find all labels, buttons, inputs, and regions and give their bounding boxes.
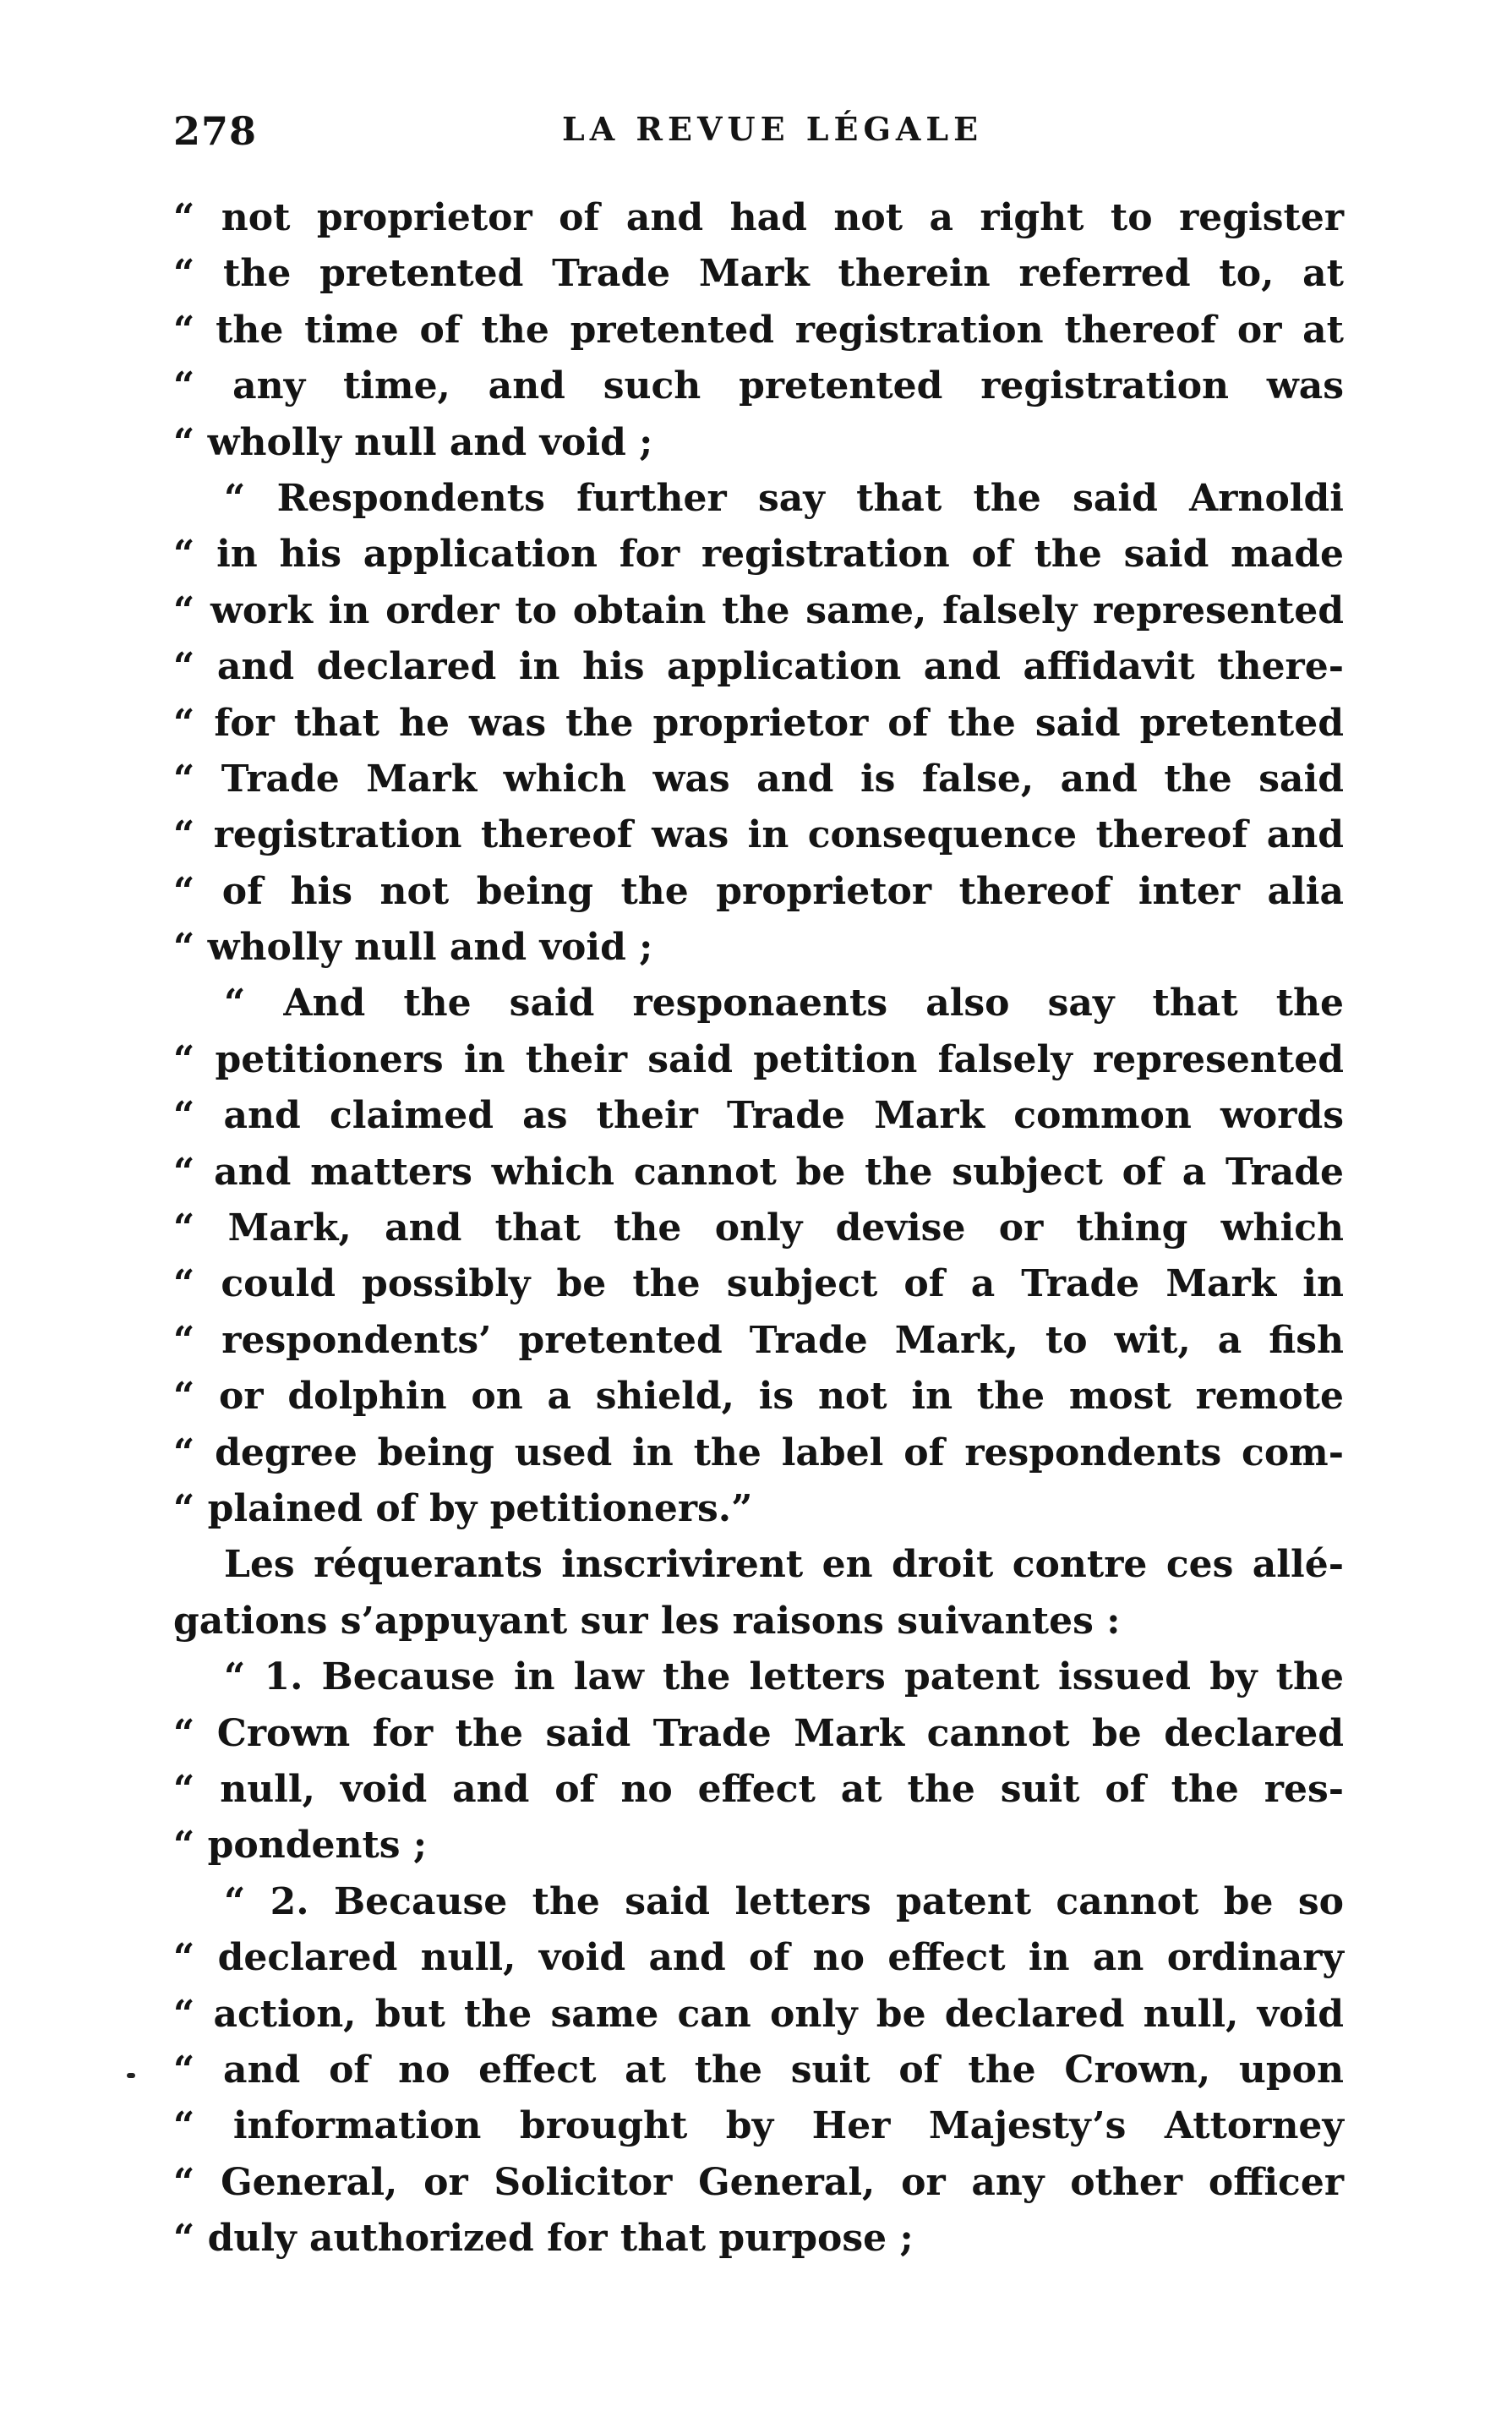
- text-line: “ or dolphin on a shield, is not in the most remote: [173, 1375, 1344, 1419]
- text-line: “ wholly null and void ;: [173, 926, 653, 970]
- text-line: “ And the said responaents also say that the: [224, 982, 1344, 1026]
- page-number: 278: [173, 108, 258, 154]
- text-line: “ action, but the same can only be declared null, void: [173, 1992, 1344, 2036]
- text-line: “ General, or Solicitor General, or any other officer: [173, 2160, 1344, 2204]
- text-line: “ work in order to obtain the same, falsely represented: [173, 588, 1344, 632]
- body-text: [173, 190, 1344, 2267]
- text-line: “ null, void and of no effect at the suit of the res-: [173, 1767, 1344, 1811]
- text-line: “ Respondents further say that the said Arnoldi: [224, 476, 1344, 520]
- text-line: “ duly authorized for that purpose ;: [173, 2217, 914, 2261]
- text-line: Les réquerants inscrivirent en droit contre ces allé-: [224, 1543, 1344, 1587]
- text-line: “ Crown for the said Trade Mark cannot be declared: [173, 1711, 1344, 1755]
- running-title: LA REVUE LÉGALE: [562, 110, 984, 148]
- text-line: “ 1. Because in law the letters patent issued by the: [224, 1655, 1344, 1699]
- text-line: “ pondents ;: [173, 1824, 428, 1868]
- text-line: “ information brought by Her Majesty’s Attorney: [173, 2104, 1344, 2148]
- text-line: “ and matters which cannot be the subject of a Trade: [173, 1150, 1344, 1194]
- text-line: “ of his not being the proprietor thereof inter alia: [173, 869, 1344, 913]
- text-line: “ for that he was the proprietor of the said pretented: [173, 701, 1344, 745]
- text-line: “ could possibly be the subject of a Trade Mark in: [173, 1262, 1344, 1306]
- text-line: gations s’appuyant sur les raisons suivantes :: [173, 1599, 1121, 1643]
- text-line: “ and claimed as their Trade Mark common words: [173, 1094, 1344, 1138]
- text-line: “ not proprietor of and had not a right to register: [173, 196, 1344, 239]
- text-line: “ respondents’ pretented Trade Mark, to wit, a fish: [173, 1318, 1344, 1362]
- text-line: “ Mark, and that the only devise or thing which: [173, 1206, 1344, 1250]
- text-line: “ Trade Mark which was and is false, and the said: [173, 757, 1344, 801]
- text-line: “ the time of the pretented registration thereof or at: [173, 308, 1344, 352]
- text-line: “ plained of by petitioners.”: [173, 1486, 753, 1530]
- text-line: “ 2. Because the said letters patent cannot be so: [224, 1879, 1344, 1923]
- text-line: “ petitioners in their said petition falsely represented: [173, 1037, 1344, 1081]
- text-line: “ the pretented Trade Mark therein referred to, at: [173, 252, 1344, 296]
- text-line: “ any time, and such pretented registration was: [173, 364, 1344, 408]
- text-line: “ degree being used in the label of respondents com-: [173, 1430, 1344, 1474]
- text-line: “ registration thereof was in consequence thereof and: [173, 813, 1344, 857]
- text-line: “ declared null, void and of no effect in an ordinary: [173, 1936, 1344, 1980]
- text-line: “ and of no effect at the suit of the Crown, upon: [173, 2048, 1344, 2092]
- text-line: “ in his application for registration of the said made: [173, 533, 1344, 577]
- text-line: “ and declared in his application and affidavit there-: [173, 645, 1344, 689]
- page-header: [173, 101, 1340, 169]
- margin-mark: [127, 2073, 135, 2078]
- text-line: “ wholly null and void ;: [173, 420, 653, 464]
